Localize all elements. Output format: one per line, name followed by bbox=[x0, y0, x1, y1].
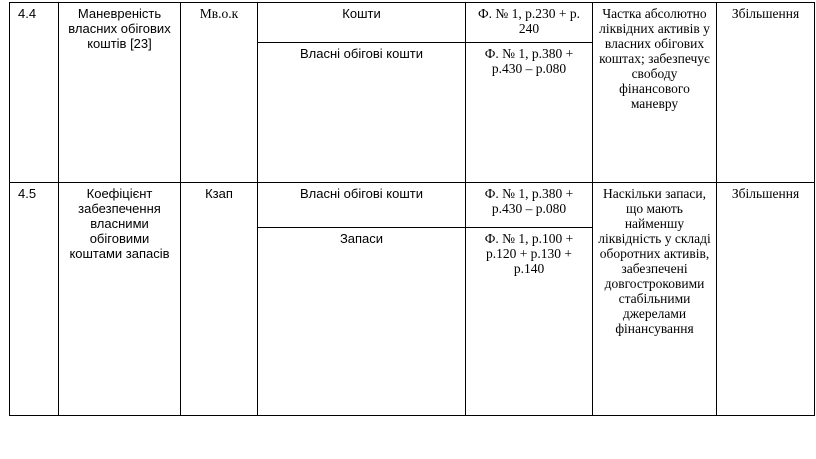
indicator-name: Маневреність власних обігових коштів [23] bbox=[59, 3, 181, 183]
component-label: Власні обігові кошти bbox=[258, 43, 466, 183]
row-number: 4.5 bbox=[10, 183, 59, 416]
row-number: 4.4 bbox=[10, 3, 59, 183]
table-row bbox=[10, 3, 815, 43]
component-formula: Ф. № 1, р.100 + р.120 + р.130 + р.140 bbox=[466, 228, 593, 416]
component-label: Кошти bbox=[258, 3, 466, 43]
indicator-trend: Збільшення bbox=[717, 3, 815, 183]
component-formula: Ф. № 1, р.230 + р. 240 bbox=[466, 3, 593, 43]
indicator-name: Коефіцієнт забезпечення власними обіговими коштами запасів bbox=[59, 183, 181, 416]
indicator-symbol: Кзап bbox=[181, 183, 258, 416]
indicators-table bbox=[9, 2, 815, 416]
component-label: Запаси bbox=[258, 228, 466, 416]
table-row bbox=[10, 183, 815, 228]
indicator-meaning: Частка абсолютно ліквідних активів у власних обігових коштах; забезпечує свободу фінансового маневру bbox=[593, 3, 717, 183]
component-formula: Ф. № 1, р.380 + р.430 – р.080 bbox=[466, 183, 593, 228]
indicator-symbol: Мв.о.к bbox=[181, 3, 258, 183]
component-formula: Ф. № 1, р.380 + р.430 – р.080 bbox=[466, 43, 593, 183]
indicator-meaning: Наскільки запаси, що мають найменшу ліквідність у складі оборотних активів, забезпечені довгостроковими стабільними джерелами фінансування bbox=[593, 183, 717, 416]
indicator-trend: Збільшення bbox=[717, 183, 815, 416]
component-label: Власні обігові кошти bbox=[258, 183, 466, 228]
